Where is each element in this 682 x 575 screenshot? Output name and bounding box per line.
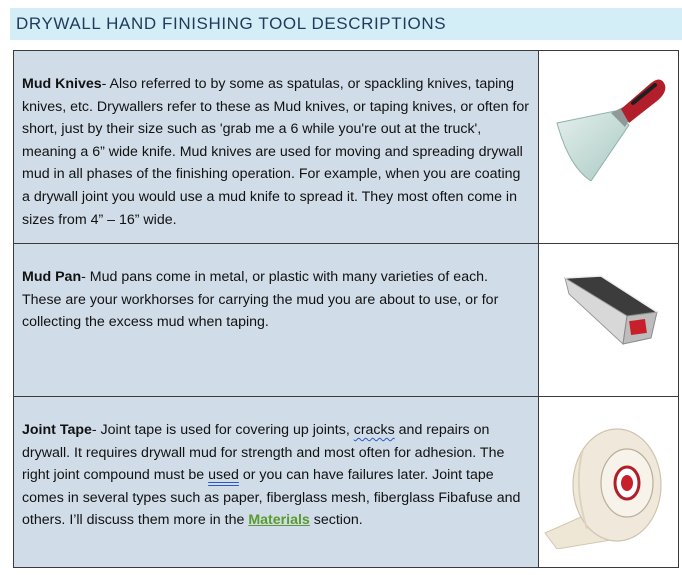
tool-name: Mud Knives: [22, 76, 102, 92]
grammar-check-word[interactable]: used: [208, 467, 239, 484]
tool-image-cell: [539, 244, 679, 397]
spellcheck-word[interactable]: cracks: [353, 422, 395, 438]
tool-description: and repairs on drywall. It requires drywall mud for strength and most often for adhesion. The right joint compound must be: [22, 422, 505, 484]
tool-image-cell: [539, 397, 679, 568]
tool-image-cell: [539, 51, 679, 244]
mud-pan-icon: [561, 272, 661, 352]
tool-description: - Mud pans come in metal, or plastic with many varieties of each. These are your workhorses for carrying the mud you are about to use, or for collecting the excess mud when taping.: [22, 269, 499, 331]
tool-description-cell: [14, 244, 539, 397]
tool-description-cell: [14, 397, 539, 568]
tool-description: - Also referred to by some as spatulas, or spackling knives, taping knives, etc. Drywallers refer to these as Mud knives, or taping knives, or often for short, just by their size such as 'grab me a 6 while you're out at the truck', meaning a 6” wide knife. Mud knives are used for moving and spreading drywall mud in all phases of the finishing operation. For example, when you are coating a drywall joint you would use a mud knife to spread it. They most often come in sizes from 4” – 16” wide.: [22, 76, 530, 228]
tool-name: Mud Pan: [22, 269, 82, 285]
table-row: [14, 51, 679, 244]
tool-description: - Joint tape is used for covering up joints,: [91, 422, 354, 438]
tool-description: section.: [309, 512, 363, 529]
tool-table: [13, 50, 679, 568]
table-row: [14, 397, 679, 568]
table-row: [14, 244, 679, 397]
putty-knife-icon: [545, 71, 671, 181]
tool-description: or you can have failures later. Joint tape comes in several types such as paper, fiberglass mesh, fiberglass Fibafuse and others. I’ll discuss them more in the: [22, 467, 521, 529]
page-title: DRYWALL HAND FINISHING TOOL DESCRIPTIONS: [10, 8, 682, 40]
tool-description-cell: [14, 51, 539, 244]
tape-roll-icon: [543, 425, 673, 549]
tool-name: Joint Tape: [22, 422, 92, 438]
materials-link[interactable]: Materials: [248, 512, 310, 529]
